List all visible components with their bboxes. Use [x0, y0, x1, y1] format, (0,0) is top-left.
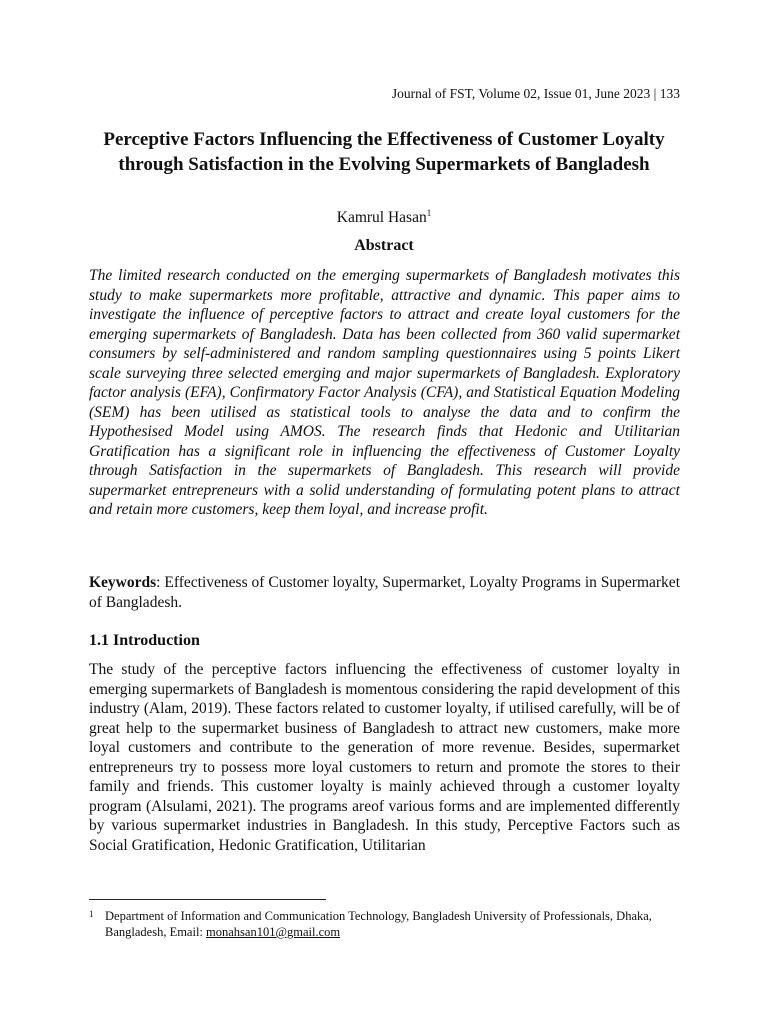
paper-title: Perceptive Factors Influencing the Effectiveness of Customer Loyalty through Satisfaction in the Evolving Supermarkets of Bangladesh	[103, 129, 665, 175]
author-line	[88, 208, 680, 227]
footnote-divider	[89, 899, 326, 900]
footnote-mark: 1	[89, 909, 94, 919]
keywords-paragraph	[89, 573, 680, 612]
keywords-label: Keywords	[89, 574, 157, 591]
footnote-email-link[interactable]: monahsan101@gmail.com	[206, 925, 341, 939]
footnote	[89, 908, 680, 940]
footnote-text-block	[105, 908, 680, 940]
introduction-text: The study of the perceptive factors influencing the effectiveness of customer loyalty in emerging supermarkets of Bangladesh is momentous considering the rapid development of this industry (Alam, 2019). These factors related to customer loyalty, if utilised carefully, will be of great help to the supermarket business of Bangladesh to attract new customers, make more loyal customers and contribute to the generation of more revenue. Besides, supermarket entrepreneurs try to possess more loyal customers to return and promote the stores to their family and friends. This customer loyalty is mainly achieved through a customer loyalty program (Alsulami, 2021). The programs areof various forms and are implemented differently by various supermarket industries in Bangladesh. In this study, Perceptive Factors such as Social Gratification, Hedonic Gratification, Utilitarian	[89, 661, 680, 854]
footnote-text: Department of Information and Communication Technology, Bangladesh University of Professionals, Dhaka, Bangladesh, Email:	[105, 909, 652, 939]
author-footnote-mark: 1	[426, 208, 432, 218]
author-name: Kamrul Hasan	[336, 209, 427, 226]
running-header: Journal of FST, Volume 02, Issue 01, June 2023 | 133	[391, 86, 680, 101]
section-heading-introduction: 1.1 Introduction	[89, 632, 200, 649]
abstract-heading: Abstract	[354, 237, 414, 254]
abstract-text: The limited research conducted on the emerging supermarkets of Bangladesh motivates this study to make supermarkets more profitable, attractive and dynamic. This paper aims to investigate the influence of perceptive factors to attract and create loyal customers for the emerging supermarkets of Bangladesh. Data has been collected from 360 valid supermarket consumers by self-administered and random sampling questionnaires using 5 points Likert scale surveying three selected emerging and major supermarkets of Bangladesh. Exploratory factor analysis (EFA), Confirmatory Factor Analysis (CFA), and Statistical Equation Modeling (SEM) has been utilised as statistical tools to analyse the data and to confirm the Hypothesised Model using AMOS. The research finds that Hedonic and Utilitarian Gratification has a significant role in influencing the effectiveness of Customer Loyalty through Satisfaction in the supermarkets of Bangladesh. This research will provide supermarket entrepreneurs with a solid understanding of formulating potent plans to attract and retain more customers, keep them loyal, and increase profit.	[89, 267, 680, 518]
keywords-text: : Effectiveness of Customer loyalty, Supermarket, Loyalty Programs in Supermarket of Bangladesh.	[89, 574, 680, 611]
